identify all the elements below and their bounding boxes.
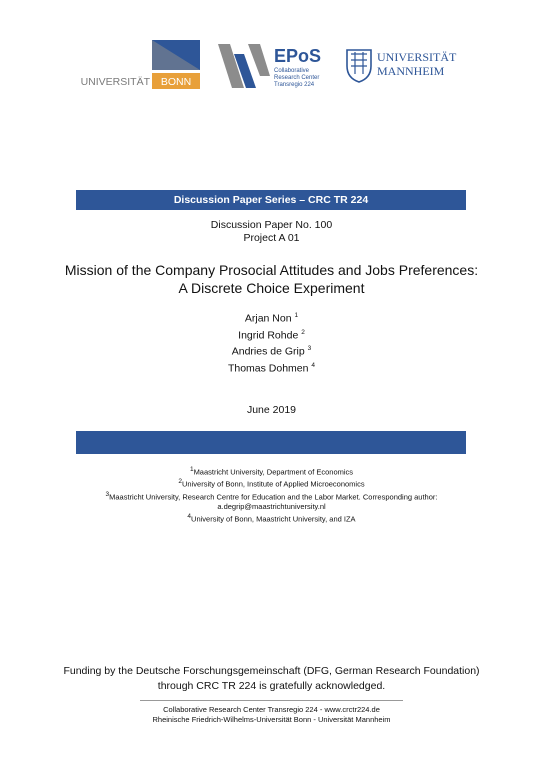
footer-divider (140, 700, 403, 701)
affiliations (0, 465, 543, 524)
footer-line-1: Collaborative Research Center Transregio 224 - www.crctr224.de (163, 705, 380, 714)
affiliation-item: $^2$University of Bonn, Institute of Applied Microeconomics (178, 478, 365, 489)
project-id: Project A 01 (243, 232, 300, 244)
university-mannheim-logo (345, 44, 467, 84)
author: Thomas Dohmen $^4$ (227, 361, 316, 374)
bonn-logo-text-1: UNIVERSITÄT (80, 76, 150, 88)
affiliation-item: $^4$University of Bonn, Maastricht University, and IZA (187, 512, 356, 524)
epos-line-2: Research Center (274, 75, 320, 81)
divider-banner (76, 431, 466, 454)
title-line-2: A Discrete Choice Experiment (178, 280, 365, 296)
funding-line-1: Funding by the Deutsche Forschungsgemeinschaft (DFG, German Research Foundation) (63, 665, 480, 677)
affiliation-email: a.degrip@maastrichtuniversity.nl (217, 501, 326, 511)
author-list (0, 309, 543, 375)
series-banner (76, 190, 466, 210)
author: Andries de Grip $^3$ (231, 345, 312, 358)
title-line-1: Mission of the Company Prosocial Attitudes and Jobs Preferences: (64, 262, 479, 278)
epos-line-3: Transregio 224 (274, 82, 315, 88)
affiliation-item: $^1$Maastricht University, Department of Economics (189, 466, 354, 477)
author: Ingrid Rohde $^2$ (238, 328, 305, 341)
funding-acknowledgement (0, 664, 543, 693)
author: Arjan Non $^1$ (244, 312, 299, 325)
discussion-paper-number: Discussion Paper No. 100 (210, 219, 333, 231)
bonn-logo-text-2: BONN (160, 76, 192, 88)
epos-line-1: Collaborative (274, 68, 310, 74)
university-bonn-logo (76, 40, 200, 92)
mannheim-line-1: UNIVERSITÄT (377, 50, 457, 64)
funding-line-2: through CRC TR 224 is gratefully acknowledged. (157, 679, 386, 692)
epos-logo (214, 40, 334, 92)
mannheim-line-2: MANNHEIM (377, 64, 445, 78)
publication-date: June 2019 (246, 404, 297, 416)
paper-title (0, 261, 543, 297)
footer (0, 705, 543, 725)
epos-name: EPoS (274, 46, 322, 66)
affiliation-item: $^3$Maastricht University, Research Centre for Education and the Labor Market. Corresponding author: (105, 490, 438, 502)
footer-line-2: Rheinische Friedrich-Wilhelms-Universität Bonn - Universität Mannheim (152, 715, 391, 724)
series-label: Discussion Paper Series – CRC TR 224 (173, 194, 369, 206)
mannheim-crest-icon (347, 50, 371, 82)
